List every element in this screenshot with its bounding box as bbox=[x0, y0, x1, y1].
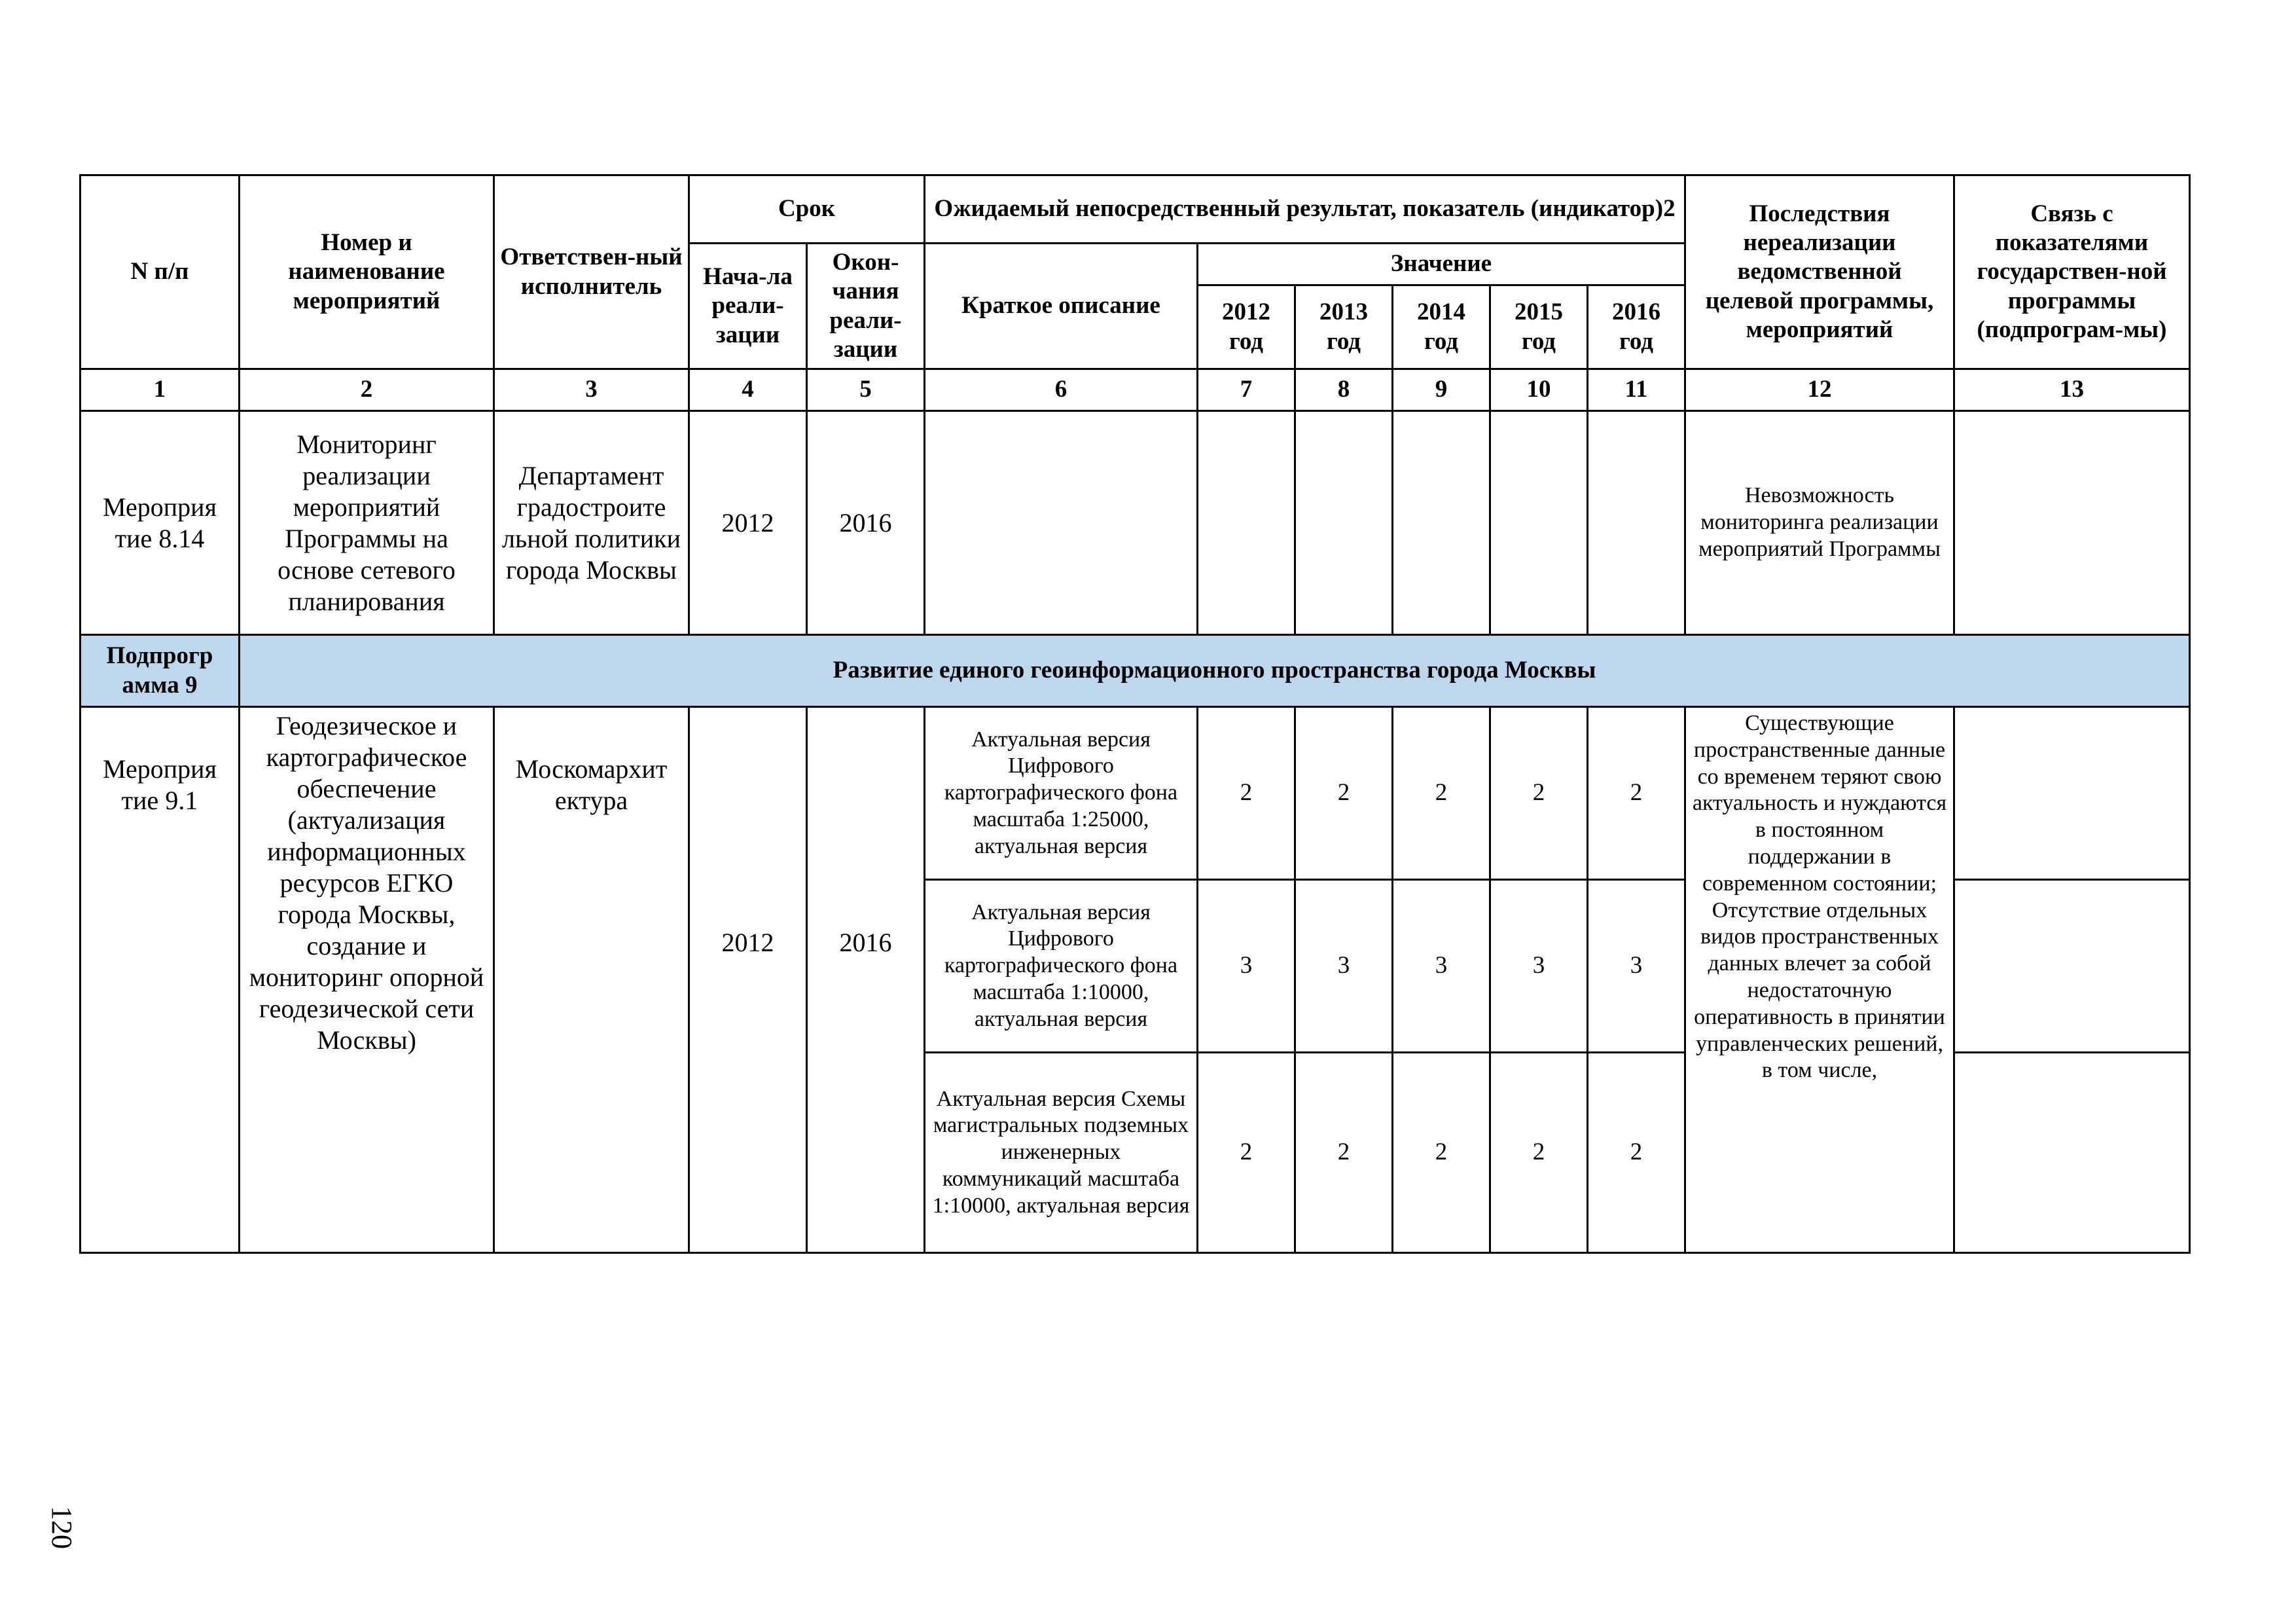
program-table bbox=[79, 174, 2191, 1254]
row-link bbox=[1954, 411, 2190, 635]
row-responsible: Департамент градостроите льной политики города Москвы bbox=[494, 411, 689, 635]
header-value: Значение bbox=[1198, 244, 1685, 285]
header-link: Связь с показателями государствен-ной программы (подпрограм-мы) bbox=[1954, 175, 2190, 369]
row-consequences: Существующие пространственные данные со временем теряют свою актуальность и нуждаются в постоянном поддержании в современном состоянии; Отсутствие отдельных видов пространственных данных влечет за собой недостаточную оперативность в принятии управленческих решений, в том числе, bbox=[1685, 707, 1954, 1253]
indicator-value: 3 bbox=[1393, 880, 1490, 1053]
header-year: 2015 год bbox=[1490, 285, 1588, 369]
column-number: 3 bbox=[494, 369, 689, 411]
column-number: 1 bbox=[81, 369, 240, 411]
row-end: 2016 bbox=[807, 707, 925, 1253]
indicator-value: 3 bbox=[1198, 880, 1295, 1053]
header-result: Ожидаемый непосредственный результат, показатель (индикатор)2 bbox=[925, 175, 1685, 244]
indicator-value: 3 bbox=[1588, 880, 1685, 1053]
row-start: 2012 bbox=[689, 707, 807, 1253]
row-id: Мероприя тие 9.1 bbox=[81, 707, 240, 1253]
indicator-value: 2 bbox=[1393, 1053, 1490, 1253]
header-start: Нача-ла реали-зации bbox=[689, 244, 807, 369]
column-number: 13 bbox=[1954, 369, 2190, 411]
row-value bbox=[1295, 411, 1393, 635]
page-number: 120 bbox=[46, 1506, 78, 1549]
table-row bbox=[81, 411, 2190, 635]
indicator-value: 2 bbox=[1490, 707, 1588, 880]
indicator-value: 2 bbox=[1588, 707, 1685, 880]
indicator-value: 2 bbox=[1393, 707, 1490, 880]
header-year: 2014 год bbox=[1393, 285, 1490, 369]
header-end: Окон-чания реали-зации bbox=[807, 244, 925, 369]
indicator-value: 2 bbox=[1295, 1053, 1393, 1253]
column-number: 9 bbox=[1393, 369, 1490, 411]
indicator-description: Актуальная версия Схемы магистральных подземных инженерных коммуникаций масштаба 1:10000, актуальная версия bbox=[925, 1053, 1198, 1253]
row-end: 2016 bbox=[807, 411, 925, 635]
indicator-value: 2 bbox=[1588, 1053, 1685, 1253]
indicator-value: 3 bbox=[1295, 880, 1393, 1053]
row-value bbox=[1588, 411, 1685, 635]
row-name: Мониторинг реализации мероприятий Программы на основе сетевого планирования bbox=[240, 411, 494, 635]
header-year: 2016 год bbox=[1588, 285, 1685, 369]
row-start: 2012 bbox=[689, 411, 807, 635]
header-consequences: Последствия нереализации ведомственной целевой программы, мероприятий bbox=[1685, 175, 1954, 369]
indicator-value: 2 bbox=[1295, 707, 1393, 880]
row-link bbox=[1954, 707, 2190, 880]
indicator-value: 3 bbox=[1490, 880, 1588, 1053]
subprogram-title: Развитие единого геоинформационного пространства города Москвы bbox=[240, 635, 2190, 707]
subprogram-row bbox=[81, 635, 2190, 707]
row-link bbox=[1954, 1053, 2190, 1253]
header-n: N п/п bbox=[81, 175, 240, 369]
indicator-value: 2 bbox=[1490, 1053, 1588, 1253]
header-term: Срок bbox=[689, 175, 925, 244]
column-number: 12 bbox=[1685, 369, 1954, 411]
header-name: Номер и наименование мероприятий bbox=[240, 175, 494, 369]
row-description bbox=[925, 411, 1198, 635]
column-number: 5 bbox=[807, 369, 925, 411]
row-value bbox=[1198, 411, 1295, 635]
header-description: Краткое описание bbox=[925, 244, 1198, 369]
indicator-description: Актуальная версия Цифрового картографического фона масштаба 1:10000, актуальная версия bbox=[925, 880, 1198, 1053]
row-value bbox=[1490, 411, 1588, 635]
row-name: Геодезическое и картографическое обеспечение (актуализация информационных ресурсов ЕГКО города Москвы, создание и мониторинг опорной геодезической сети Москвы) bbox=[240, 707, 494, 1253]
table-row bbox=[81, 707, 2190, 880]
indicator-value: 2 bbox=[1198, 1053, 1295, 1253]
subprogram-label: Подпрогр амма 9 bbox=[81, 635, 240, 707]
column-number: 11 bbox=[1588, 369, 1685, 411]
column-number: 2 bbox=[240, 369, 494, 411]
row-id: Мероприя тие 8.14 bbox=[81, 411, 240, 635]
header-year: 2012 год bbox=[1198, 285, 1295, 369]
column-number: 4 bbox=[689, 369, 807, 411]
column-number: 8 bbox=[1295, 369, 1393, 411]
row-link bbox=[1954, 880, 2190, 1053]
column-number: 7 bbox=[1198, 369, 1295, 411]
column-number: 10 bbox=[1490, 369, 1588, 411]
row-responsible: Москомархит ектура bbox=[494, 707, 689, 1253]
column-number: 6 bbox=[925, 369, 1198, 411]
header-year: 2013 год bbox=[1295, 285, 1393, 369]
indicator-value: 2 bbox=[1198, 707, 1295, 880]
header-responsible: Ответствен-ный исполнитель bbox=[494, 175, 689, 369]
row-consequences: Невозможность мониторинга реализации мероприятий Программы bbox=[1685, 411, 1954, 635]
row-value bbox=[1393, 411, 1490, 635]
indicator-description: Актуальная версия Цифрового картографического фона масштаба 1:25000, актуальная версия bbox=[925, 707, 1198, 880]
